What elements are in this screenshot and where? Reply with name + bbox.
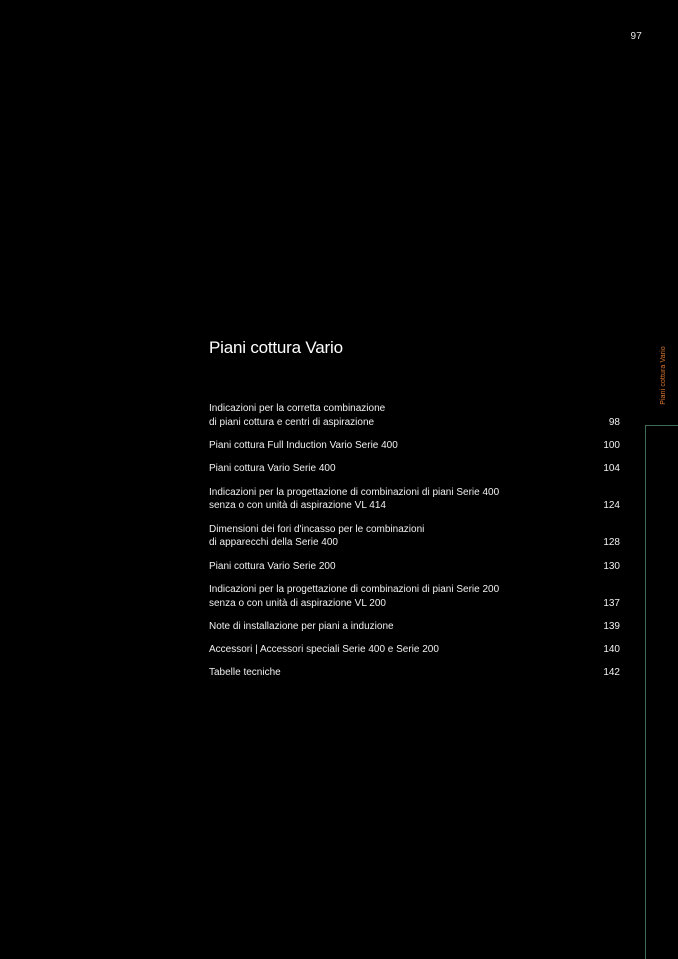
toc-entry-line: Indicazioni per la progettazione di combinazioni di piani Serie 200 (209, 583, 500, 595)
toc-entry-line: senza o con unità di aspirazione VL 414 (209, 500, 386, 512)
toc-entry-line: Piani cottura Full Induction Vario Serie 400 (209, 440, 398, 451)
toc-entry-page: 137 (603, 597, 620, 609)
toc-entry[interactable] (209, 583, 620, 610)
page-number: 97 (630, 31, 642, 42)
toc-entry-line: Piani cottura Vario Serie 200 (209, 560, 336, 572)
toc-entry-line: Indicazioni per la progettazione di combinazioni di piani Serie 400 (209, 486, 500, 498)
toc-entry-page: 128 (603, 537, 620, 549)
toc-entry-line: di apparecchi della Serie 400 (209, 537, 338, 549)
toc-entry-line: senza o con unità di aspirazione VL 200 (209, 597, 386, 609)
toc-entry-text (209, 583, 499, 610)
toc-entry-page: 142 (603, 667, 620, 679)
toc-entry[interactable] (209, 439, 620, 453)
toc-entry-line: Indicazioni per la corretta combinazione (209, 403, 386, 414)
toc-entry-text (209, 439, 398, 453)
toc-entry[interactable] (209, 523, 620, 550)
toc-entry-page: 140 (603, 644, 620, 656)
table-of-contents (209, 402, 620, 690)
toc-entry[interactable] (209, 560, 620, 574)
toc-entry[interactable] (209, 462, 620, 476)
side-rule-horizontal (645, 425, 678, 426)
toc-entry-line: Piani cottura Vario Serie 400 (209, 463, 336, 475)
toc-entry[interactable] (209, 620, 620, 634)
toc-entry-page: 130 (603, 560, 620, 572)
toc-entry-page: 124 (603, 500, 620, 512)
toc-entry[interactable] (209, 666, 620, 680)
toc-entry-page: 100 (603, 440, 620, 451)
toc-entry-text (209, 643, 439, 657)
toc-entry-line: Note di installazione per piani a induzione (209, 620, 394, 632)
section-title: Piani cottura Vario (209, 338, 343, 357)
toc-entry-page: 139 (603, 620, 620, 632)
toc-entry[interactable] (209, 643, 620, 657)
toc-entry-page: 104 (603, 463, 620, 475)
toc-entry-line: di piani cottura e centri di aspirazione (209, 416, 375, 428)
toc-entry-line: Tabelle tecniche (209, 667, 281, 679)
toc-entry[interactable] (209, 402, 620, 429)
side-tab (656, 345, 670, 405)
side-tab-label: Piani cottura Vario (659, 345, 667, 405)
toc-entry[interactable] (209, 486, 620, 513)
side-rule-vertical (645, 425, 646, 959)
toc-entry-page: 98 (608, 416, 620, 428)
toc-entry-text (209, 560, 336, 574)
toc-entry-line: Dimensioni dei fori d'incasso per le combinazioni (209, 523, 425, 535)
toc-entry-text (209, 402, 385, 429)
toc-entry-text (209, 620, 394, 634)
toc-entry-text (209, 523, 424, 550)
toc-entry-text (209, 462, 336, 476)
toc-entry-line: Accessori | Accessori speciali Serie 400 e Serie 200 (209, 644, 439, 656)
toc-entry-text (209, 666, 281, 680)
toc-entry-text (209, 486, 499, 513)
